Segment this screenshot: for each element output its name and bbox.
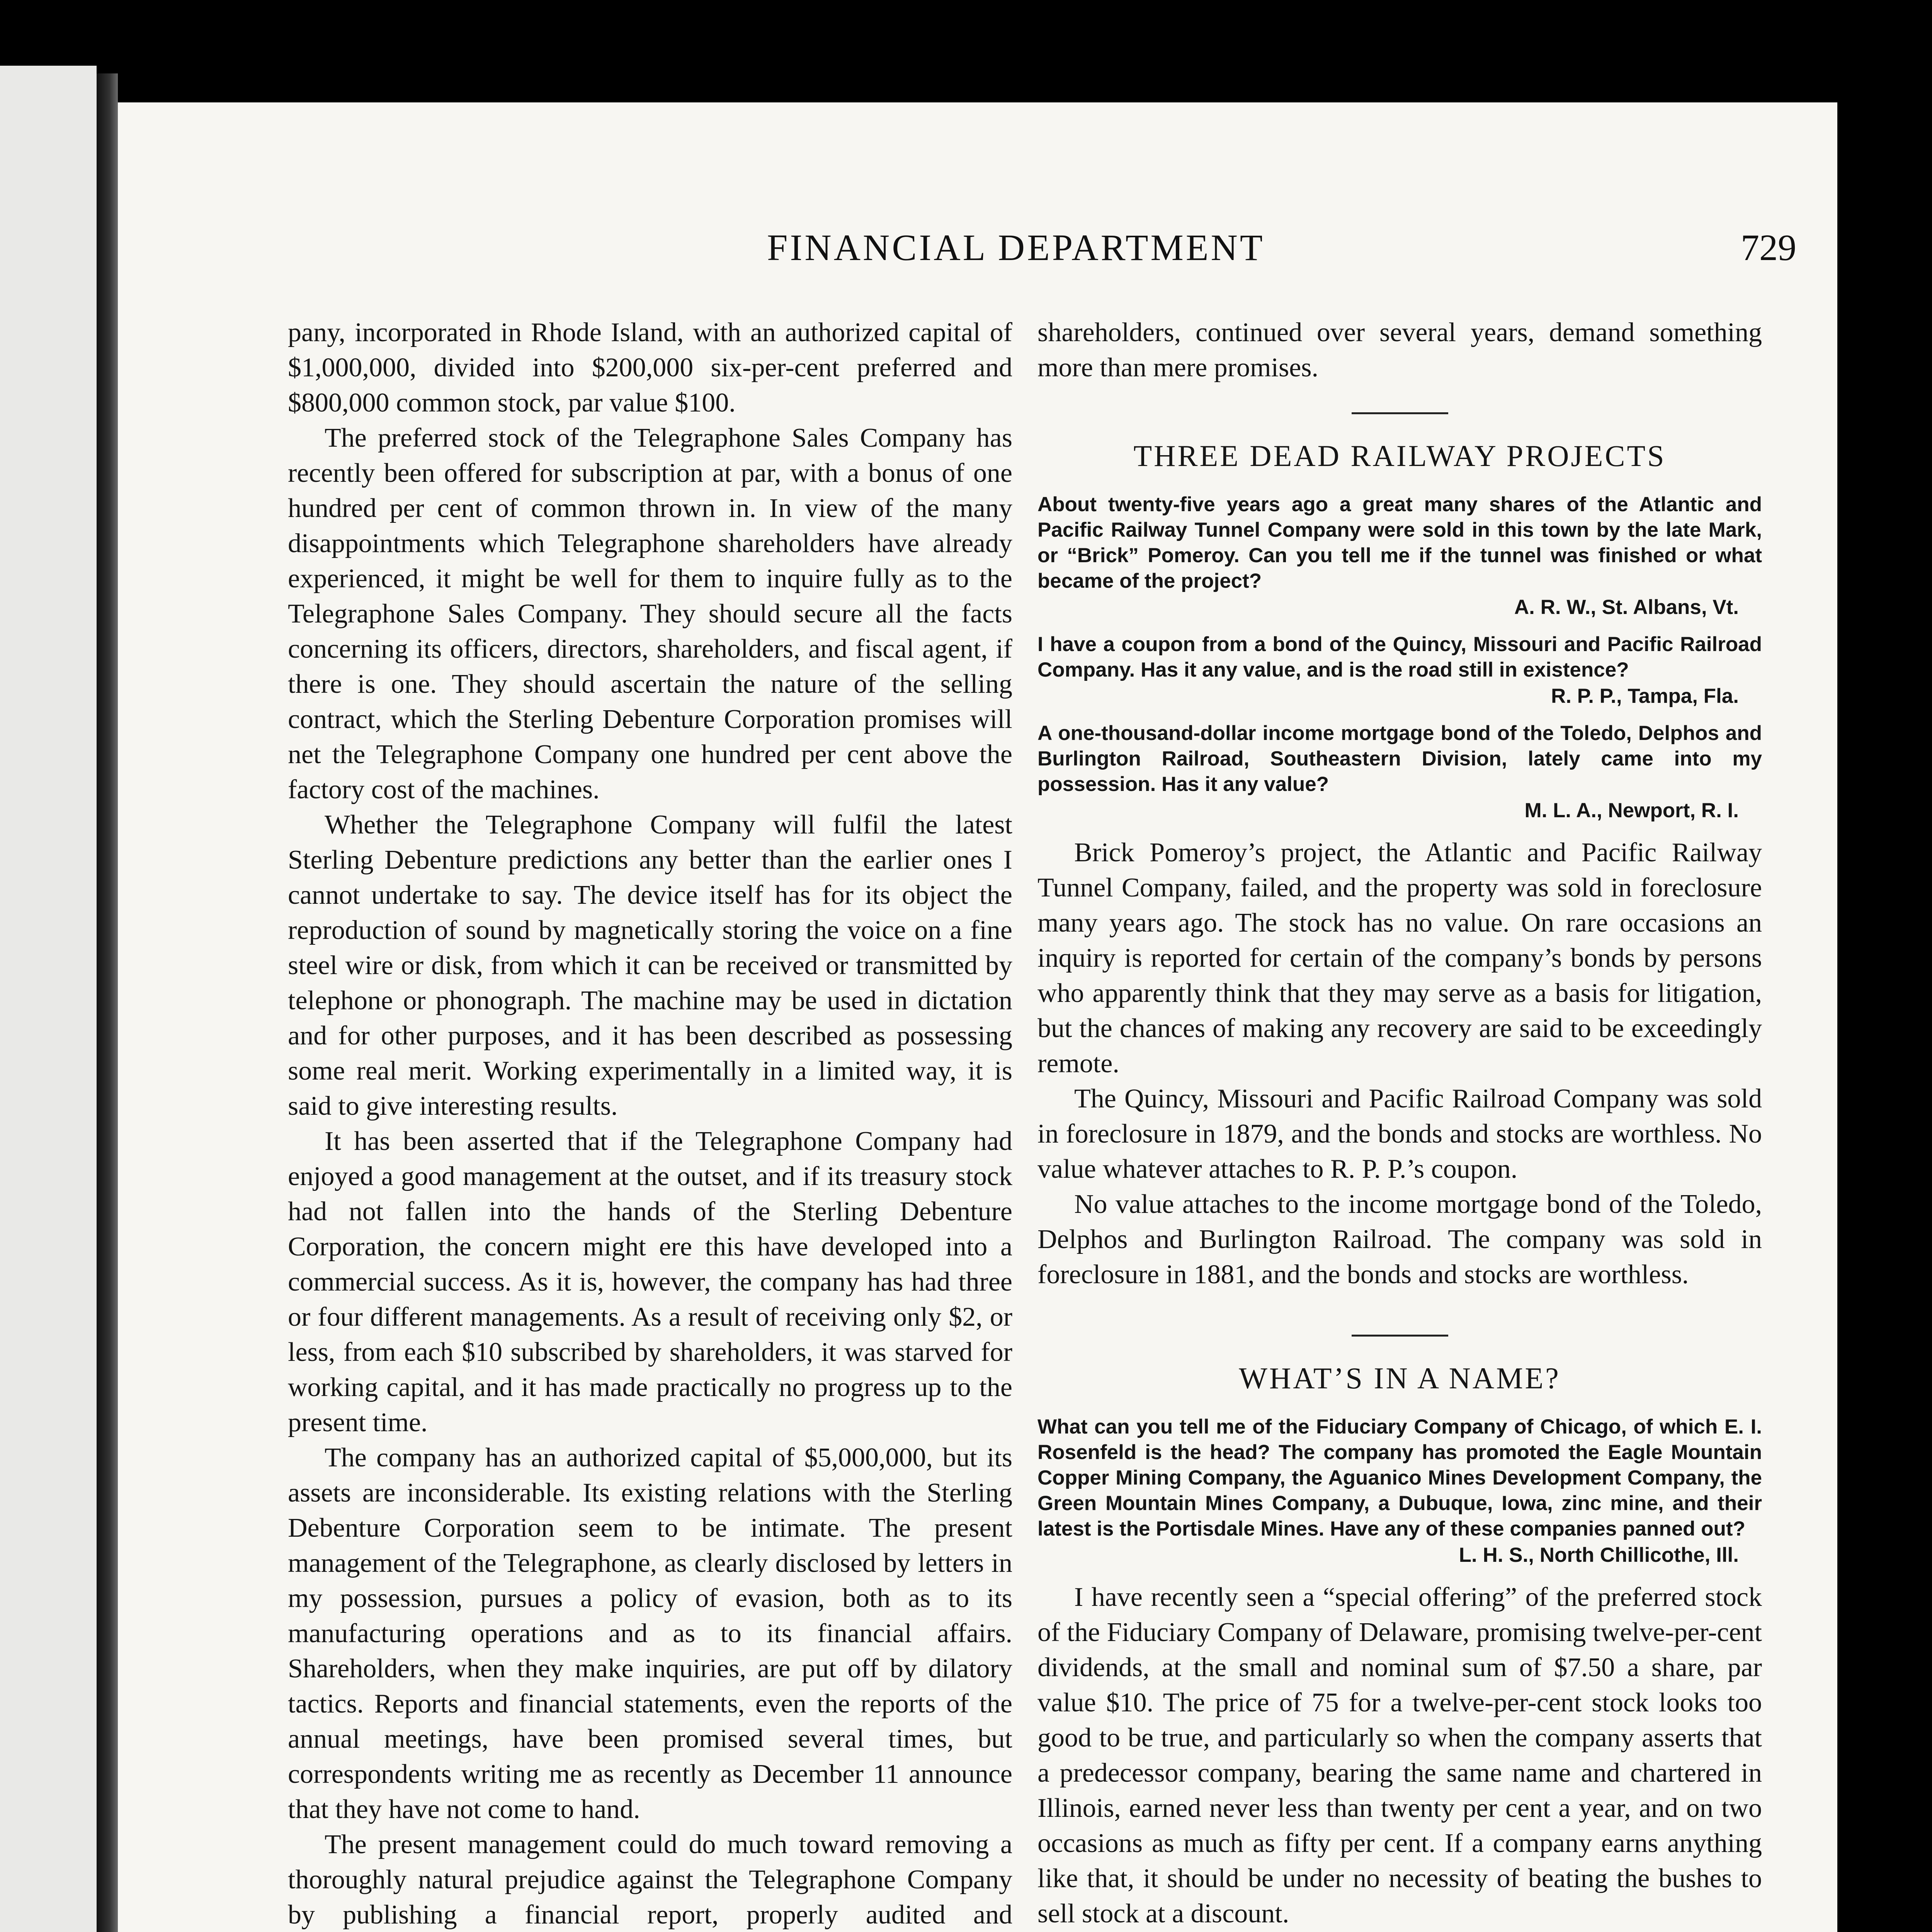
running-head-title: FINANCIAL DEPARTMENT	[767, 227, 1265, 268]
section-heading: THREE DEAD RAILWAY PROJECTS	[1133, 439, 1666, 473]
book-spine	[97, 73, 118, 1932]
paragraph: It has been asserted that if the Telegraphone Company had enjoyed a good management at the outset, and if its treasury stock had not fallen into the hands of the Sterling Debenture Corporation, the concern might ere this have developed into a commercial success. As it is, however, the company has had three or four different managements. As a result of receiving only $2, or less, from each $10 subscribed by shareholders, it was starved for working capital, and it has made practically no progress up to the present time.	[288, 1126, 1012, 1437]
query-signature: R. P. P., Tampa, Fla.	[1551, 685, 1739, 707]
paragraph: No value attaches to the income mortgage bond of the Toledo, Delphos and Burlington Railroad. The company was sold in foreclosure in 1881, and the bonds and stocks are worthless.	[1037, 1189, 1762, 1289]
adjacent-page-edge	[0, 66, 97, 1932]
page-number: 729	[1741, 227, 1796, 268]
reader-query: I have a coupon from a bond of the Quincy, Missouri and Pacific Railroad Company. Has it any value, and is the road still in existence?	[1037, 633, 1762, 681]
reader-query: A one-thousand-dollar income mortgage bond of the Toledo, Delphos and Burlington Railroad, Southeastern Division, lately came into my possession. Has it any value?	[1037, 722, 1762, 796]
paragraph: The present management could do much toward removing a thoroughly natural prejudice against the Telegraphone Company by publishing a financial report, properly audited and	[288, 1830, 1012, 1930]
paragraph: The preferred stock of the Telegraphone Sales Company has recently been offered for subscription at par, with a bonus of one hundred per cent of common thrown in. In view of the many disappointments which Telegraphone shareholders have already experienced, it might be well for them to inquire fully as to the Telegraphone Sales Company. They should secure all the facts concerning its officers, directors, shareholders, and fiscal agent, if there is one. They should ascertain the nature of the selling contract, which the Sterling Debenture Corporation promises will net the Telegraphone Company one hundred per cent above the factory cost of the machines.	[288, 423, 1012, 804]
section-divider	[1352, 412, 1448, 414]
right-column	[1037, 315, 1762, 1932]
left-column	[288, 315, 1012, 1932]
paragraph: The Quincy, Missouri and Pacific Railroad Company was sold in foreclosure in 1879, and the bonds and stocks are worthless. No value whatever attaches to R. P. P.’s coupon.	[1037, 1084, 1762, 1184]
paragraph: I have recently seen a “special offering” of the preferred stock of the Fiduciary Company of Delaware, promising twelve-per-cent dividends, at the small and nominal sum of $7.50 a share, par value $10. The price of 75 for a twelve-per-cent stock looks too good to be true, and particularly so when the company asserts that a predecessor company, bearing the same name and chartered in Illinois, earned never less than twenty per cent a year, and on two occasions as much as fifty per cent. If a company earns anything like that, it should be under no necessity of beating the bushes to sell stock at a discount.	[1037, 1582, 1762, 1929]
section-heading: WHAT’S IN A NAME?	[1239, 1361, 1561, 1395]
reader-query: What can you tell me of the Fiduciary Company of Chicago, of which E. I. Rosenfeld is the head? The company has promoted the Eagle Mountain Copper Mining Company, the Aguanico Mines Development Company, the Green Mountain Mines Company, a Dubuque, Iowa, zinc mine, and their latest is the Portisdale Mines. Have any of these companies panned out?	[1037, 1415, 1762, 1540]
paragraph: Whether the Telegraphone Company will fulfil the latest Sterling Debenture predictions any better than the earlier ones I cannot undertake to say. The device itself has for its object the reproduction of sound by magnetically storing the voice on a fine steel wire or disk, from which it can be received or transmitted by telephone or phonograph. The machine may be used in dictation and for other purposes, and it has been described as possessing some real merit. Working experimentally in a limited way, it is said to give interesting results.	[288, 810, 1012, 1121]
query-signature: L. H. S., North Chillicothe, Ill.	[1459, 1544, 1739, 1566]
reader-query: About twenty-five years ago a great many shares of the Atlantic and Pacific Railway Tunnel Company were sold in this town by the late Mark, or “Brick” Pomeroy. Can you tell me if the tunnel was finished or what became of the project?	[1037, 493, 1762, 592]
section-divider	[1352, 1335, 1448, 1337]
paragraph: Brick Pomeroy’s project, the Atlantic and Pacific Railway Tunnel Company, failed, and the property was sold in foreclosure many years ago. The stock has no value. On rare occasions an inquiry is reported for certain of the company’s bonds by persons who apparently think that they may serve as a basis for litigation, but the chances of making any recovery are said to be exceedingly remote.	[1037, 838, 1762, 1078]
paragraph: pany, incorporated in Rhode Island, with an authorized capital of $1,000,000, divided into $200,000 six-per-cent preferred and $800,000 common stock, par value $100.	[288, 318, 1012, 418]
query-signature: M. L. A., Newport, R. I.	[1524, 799, 1739, 822]
paragraph: shareholders, continued over several years, demand something more than mere promises.	[1037, 318, 1762, 383]
paragraph: The company has an authorized capital of $5,000,000, but its assets are inconsiderable. Its existing relations with the Sterling Debenture Corporation seem to be intimate. The present management of the Telegraphone, as clearly disclosed by letters in my possession, pursues a policy of evasion, both as to its manufacturing operations and as to its financial affairs. Shareholders, when they make inquiries, are put off by dilatory tactics. Reports and financial statements, even the reports of the annual meetings, have been promised several times, but correspondents writing me as recently as December 11 announce that they have not come to hand.	[288, 1443, 1012, 1824]
query-signature: A. R. W., St. Albans, Vt.	[1514, 596, 1739, 619]
page	[118, 102, 1837, 1932]
